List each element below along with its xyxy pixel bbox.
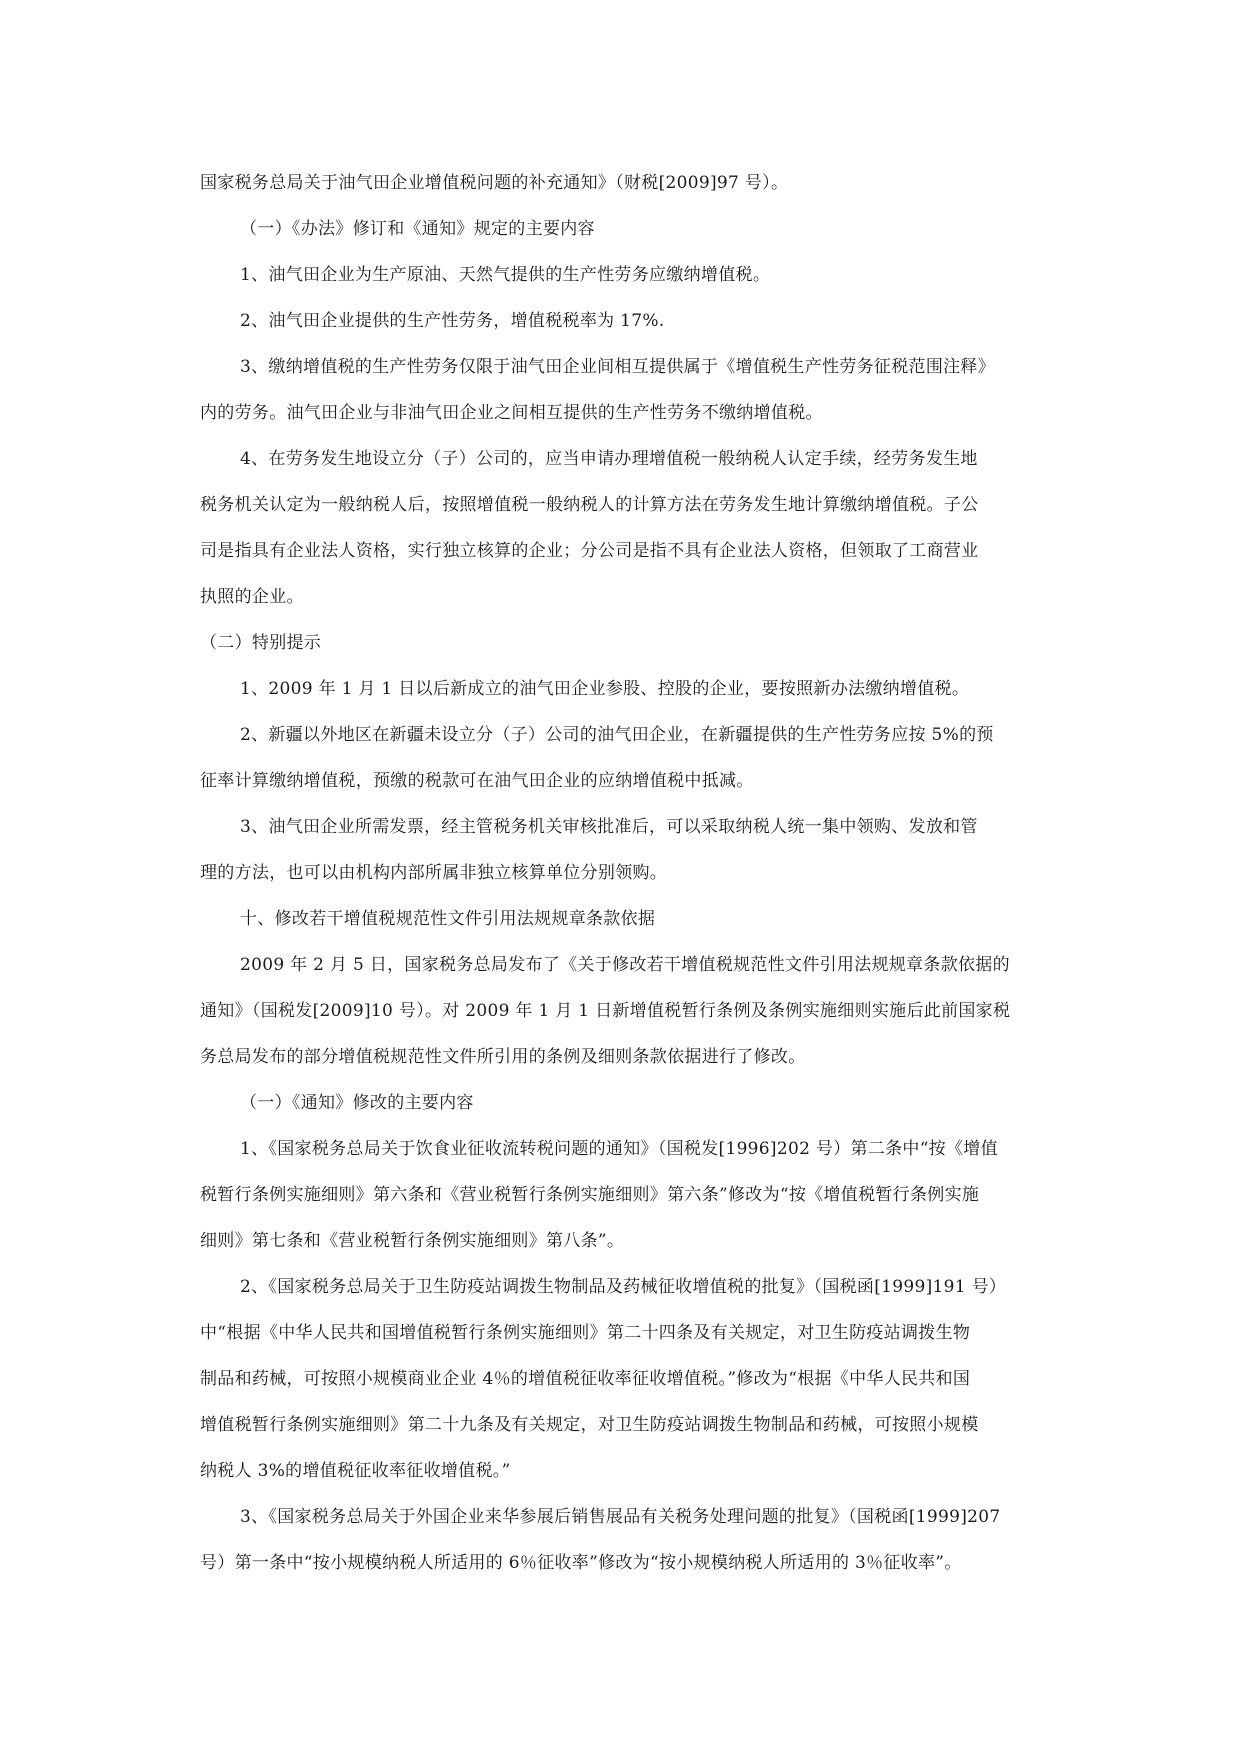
text-line: 1、《国家税务总局关于饮食业征收流转税问题的通知》（国税发[1996]202 号）第二条中“按《增值 <box>240 1139 998 1159</box>
text-line: 税暂行条例实施细则》第六条和《营业税暂行条例实施细则》第六条”修改为“按《增值税暂行条例实施 <box>200 1185 980 1205</box>
section-heading: 十、修改若干增值税规范性文件引用法规规章条款依据 <box>240 909 656 929</box>
text-line: 2、新疆以外地区在新疆未设立分（子）公司的油气田企业，在新疆提供的生产性劳务应按 5%的预 <box>240 725 994 745</box>
text-line: 3、油气田企业所需发票，经主管税务机关审核批准后，可以采取纳税人统一集中领购、发放和管 <box>240 817 978 837</box>
section-heading: （二）特别提示 <box>200 633 322 653</box>
text-line: 执照的企业。 <box>200 587 304 607</box>
text-line: 2、《国家税务总局关于卫生防疫站调拨生物制品及药械征收增值税的批复》（国税函[1999]191 号） <box>240 1277 1007 1297</box>
section-heading: （一）《通知》修改的主要内容 <box>240 1093 474 1113</box>
text-line: 3、缴纳增值税的生产性劳务仅限于油气田企业间相互提供属于《增值税生产性劳务征税范围注释》 <box>240 357 996 377</box>
text-line: 2、油气田企业提供的生产性劳务，增值税税率为 17%. <box>240 311 665 331</box>
text-line: 号）第一条中“按小规模纳税人所适用的 6％征收率”修改为“按小规模纳税人所适用的 3％征收率”。 <box>200 1553 962 1573</box>
text-line: 3、《国家税务总局关于外国企业来华参展后销售展品有关税务处理问题的批复》（国税函[1999]207 <box>240 1507 1001 1527</box>
text-line: 司是指具有企业法人资格，实行独立核算的企业；分公司是指不具有企业法人资格，但领取了工商营业 <box>200 541 979 561</box>
text-line: 通知》（国税发[2009]10 号）。对 2009 年 1 月 1 日新增值税暂行条例及条例实施细则实施后此前国家税 <box>200 1001 1011 1021</box>
text-line: 4、在劳务发生地设立分（子）公司的，应当申请办理增值税一般纳税人认定手续，经劳务发生地 <box>240 449 978 469</box>
text-line: 中“根据《中华人民共和国增值税暂行条例实施细则》第二十四条及有关规定，对卫生防疫站调拨生物 <box>200 1323 971 1343</box>
text-line: 务总局发布的部分增值税规范性文件所引用的条例及细则条款依据进行了修改。 <box>200 1047 806 1067</box>
text-line: 1、2009 年 1 月 1 日以后新成立的油气田企业参股、控股的企业，要按照新办法缴纳增值税。 <box>240 679 970 699</box>
text-line: 税务机关认定为一般纳税人后，按照增值税一般纳税人的计算方法在劳务发生地计算缴纳增值税。子公 <box>200 495 979 515</box>
text-line: 制品和药械，可按照小规模商业企业 4％的增值税征收率征收增值税。”修改为“根据《中华人民共和国 <box>200 1369 971 1389</box>
text-line: 2009 年 2 月 5 日，国家税务总局发布了《关于修改若干增值税规范性文件引用法规规章条款依据的 <box>240 955 1010 975</box>
text-line: 纳税人 3%的增值税征收率征收增值税。” <box>200 1461 511 1481</box>
text-line: 细则》第七条和《营业税暂行条例实施细则》第八条”。 <box>200 1231 625 1251</box>
document-body <box>200 160 1048 1586</box>
text-line: 内的劳务。油气田企业与非油气田企业之间相互提供的生产性劳务不缴纳增值税。 <box>200 403 823 423</box>
text-line: 1、油气田企业为生产原油、天然气提供的生产性劳务应缴纳增值税。 <box>240 265 771 285</box>
text-line: 理的方法，也可以由机构内部所属非独立核算单位分别领购。 <box>200 863 668 883</box>
text-line: 增值税暂行条例实施细则》第二十九条及有关规定，对卫生防疫站调拨生物制品和药械，可按照小规模 <box>200 1415 979 1435</box>
text-line: 国家税务总局关于油气田企业增值税问题的补充通知》（财税[2009]97 号）。 <box>200 173 789 193</box>
text-line: 征率计算缴纳增值税，预缴的税款可在油气田企业的应纳增值税中抵减。 <box>200 771 754 791</box>
section-heading: （一）《办法》修订和《通知》规定的主要内容 <box>240 219 595 239</box>
